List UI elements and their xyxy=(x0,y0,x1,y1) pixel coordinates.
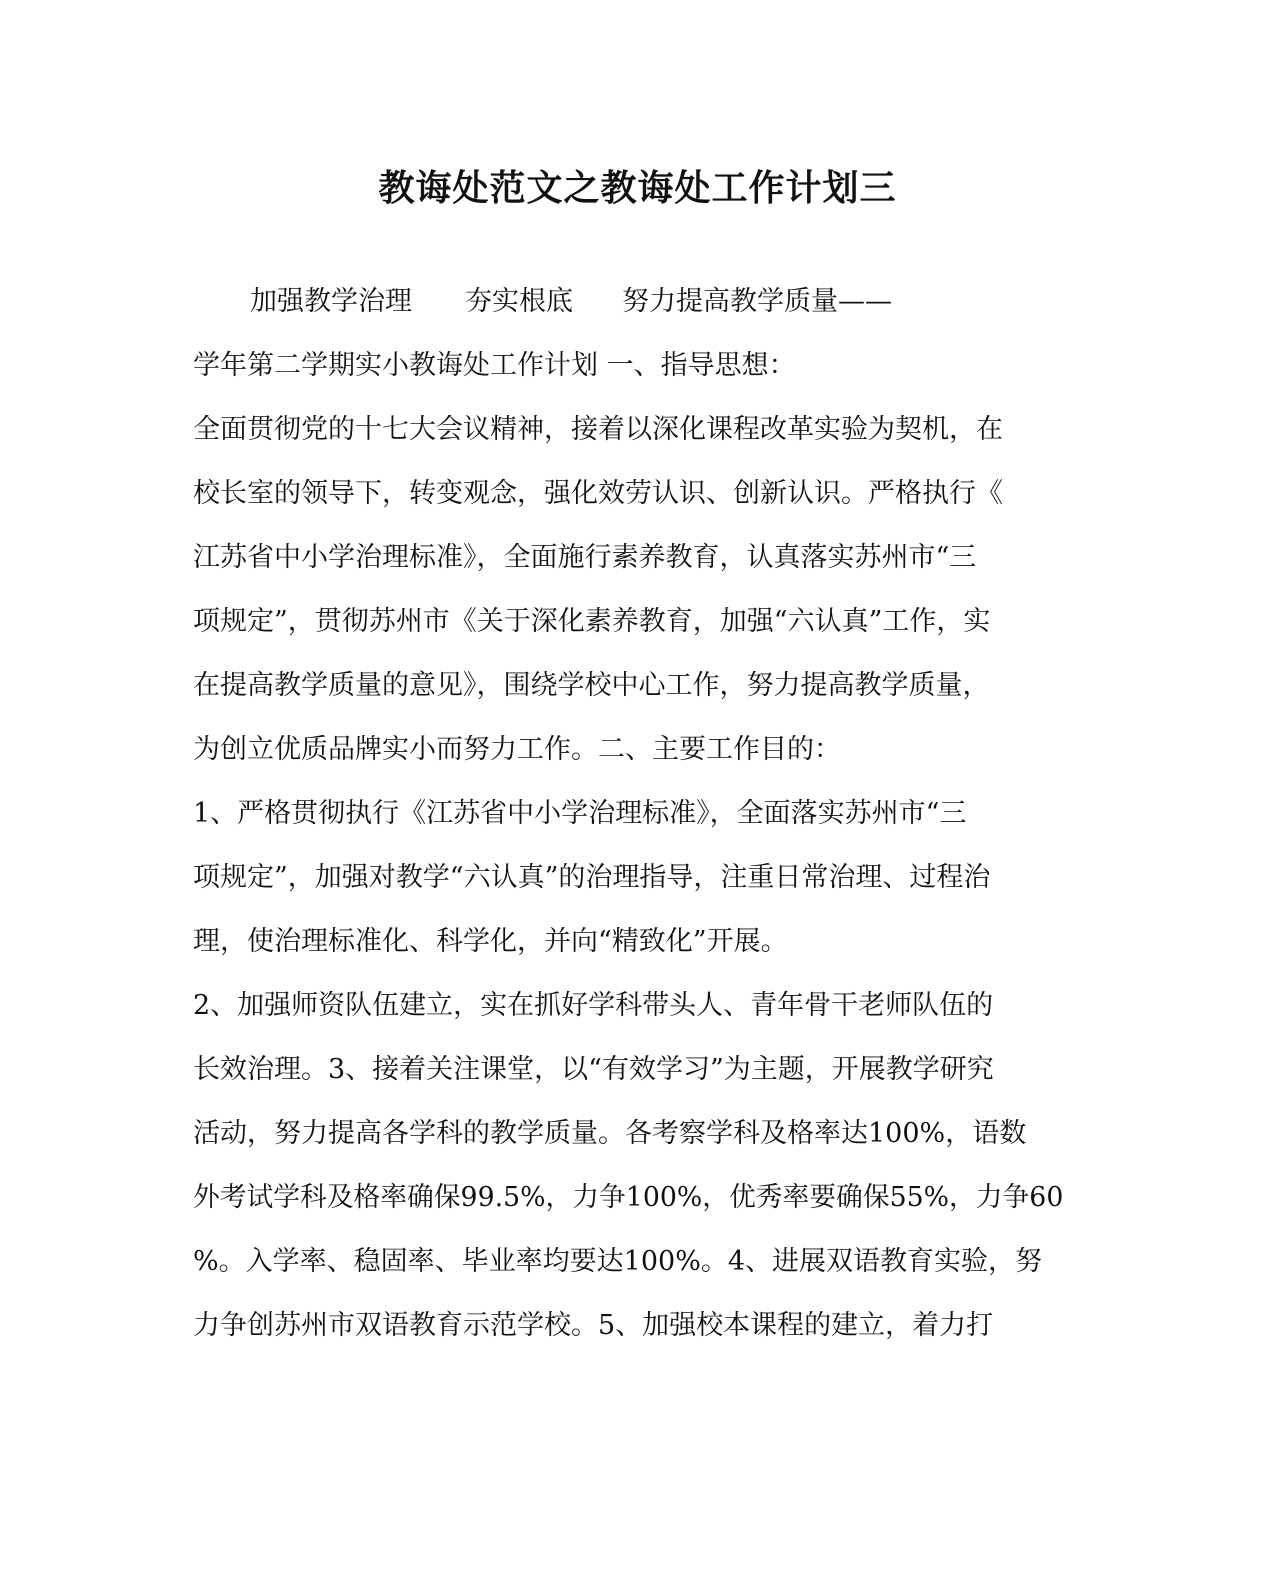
subtitle-part: 夯实根底 xyxy=(465,286,573,317)
body-line: 校长室的领导下，转变观念，强化效劳认识、创新认识。严格执行《 xyxy=(193,478,1003,509)
body-line: 全面贯彻党的十七大会议精神，接着以深化课程改革实验为契机，在 xyxy=(193,414,1003,445)
document-title: 教诲处范文之教诲处工作计划三 xyxy=(378,167,897,209)
body-line: 江苏省中小学治理标准》，全面施行素养教育，认真落实苏州市“三 xyxy=(193,542,977,573)
body-line: 为创立优质品牌实小而努力工作。二、主要工作目的： xyxy=(193,734,841,765)
body-line: 在提高教学质量的意见》，围绕学校中心工作，努力提高教学质量， xyxy=(193,670,990,701)
body-line: 活动，努力提高各学科的教学质量。各考察学科及格率达100%，语数 xyxy=(193,1118,1027,1149)
body-line: 1、严格贯彻执行《江苏省中小学治理标准》，全面落实苏州市“三 xyxy=(193,798,967,829)
subtitle-part: 努力提高教学质量—— xyxy=(622,286,892,317)
body-line: 学年第二学期实小教诲处工作计划 一、指导思想： xyxy=(193,350,796,381)
subtitle-part: 加强教学治理 xyxy=(250,286,412,317)
body-line: %。入学率、稳固率、毕业率均要达100%。4、进展双语教育实验，努 xyxy=(193,1246,1043,1277)
body-line: 理，使治理标准化、科学化，并向“精致化”开展。 xyxy=(193,926,788,957)
body-line: 力争创苏州市双语教育示范学校。5、加强校本课程的建立，着力打 xyxy=(193,1310,994,1341)
body-line: 项规定”，贯彻苏州市《关于深化素养教育，加强“六认真”工作，实 xyxy=(193,606,991,637)
body-line: 外考试学科及格率确保99.5%，力争100%，优秀率要确保55%，力争60 xyxy=(193,1182,1064,1213)
body-line: 项规定”，加强对教学“六认真”的治理指导，注重日常治理、过程治 xyxy=(193,862,991,893)
body-line: 2、加强师资队伍建立，实在抓好学科带头人、青年骨干老师队伍的 xyxy=(193,990,994,1021)
body-line: 长效治理。3、接着关注课堂，以“有效学习”为主题，开展教学研究 xyxy=(193,1054,994,1085)
